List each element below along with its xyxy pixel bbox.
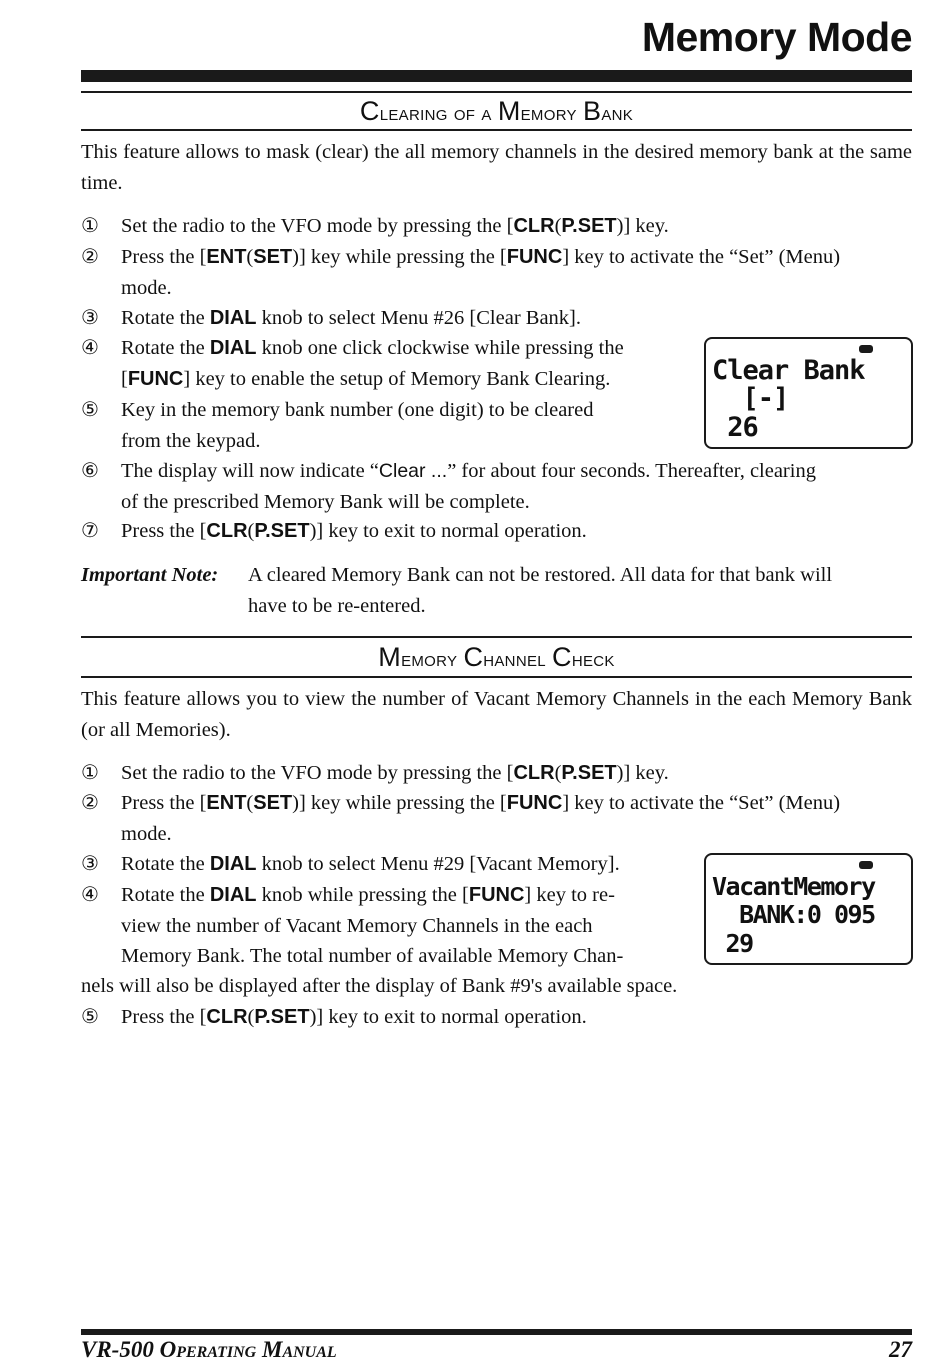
important-note-text: A cleared Memory Bank can not be restored. All data for that bank will have to be re-entered. (248, 564, 833, 617)
lcd-line-2: [-] (712, 383, 789, 414)
page-title: Memory Mode (641, 14, 912, 60)
section1-heading: Clearing of a Memory Bank (359, 96, 634, 126)
lcd-line-3: 29 (712, 929, 753, 958)
section2-heading: Memory Channel Check (378, 642, 615, 672)
battery-icon (859, 861, 873, 869)
important-note-label: Important Note: (81, 564, 219, 586)
lcd-display-clear-bank (704, 337, 913, 449)
lcd-line-1: VacantMemory (712, 872, 875, 901)
section2-step-4-continued: nels will also be displayed after the display of Bank #9's available space. (81, 975, 678, 997)
lcd-line-2: BANK:0 095 (712, 900, 875, 929)
manual-title: VR-500 Operating Manual (81, 1337, 337, 1362)
section1-bottom-rule (81, 129, 912, 131)
section1-top-rule (81, 91, 912, 93)
section2-top-rule (81, 636, 912, 638)
page-number: 27 (889, 1337, 912, 1362)
section2-bottom-rule (81, 676, 912, 678)
footer-bar (81, 1329, 912, 1335)
section1-intro: This feature allows to mask (clear) the all memory channels in the desired memory bank at the same time. (81, 141, 912, 194)
lcd-line-3: 26 (712, 412, 758, 443)
section2-intro: This feature allows you to view the number of Vacant Memory Channels in the each Memory Bank (or all Memories). (81, 688, 912, 741)
title-bar (81, 70, 912, 82)
battery-icon (859, 345, 873, 353)
lcd-line-1: Clear Bank (712, 355, 865, 386)
lcd-display-vacant-memory (704, 853, 913, 965)
